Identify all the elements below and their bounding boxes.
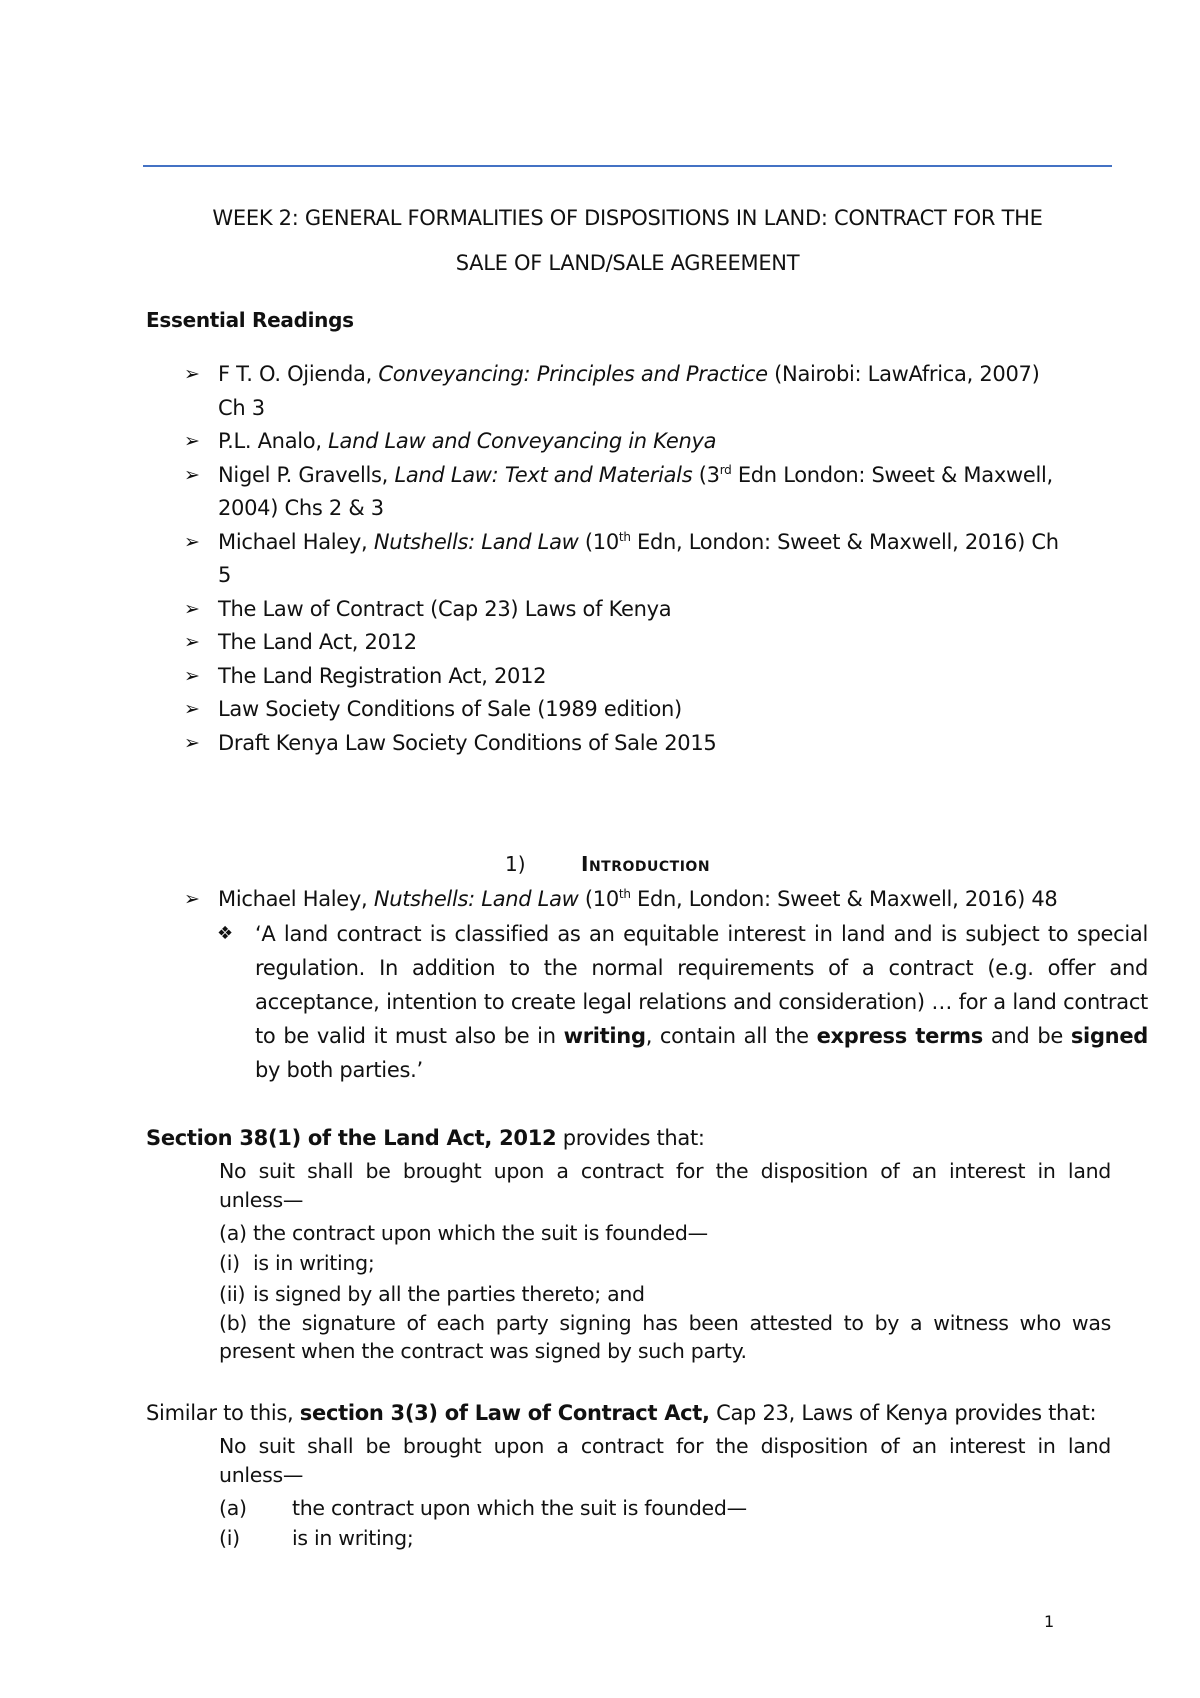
list-item: ➢ F T. O. Ojienda, Conveyancing: Principles and Practice (Nairobi: LawAfrica, 2007) Ch 3 <box>184 358 1114 425</box>
list-item: ➢ Draft Kenya Law Society Conditions of Sale 2015 <box>184 727 1114 761</box>
list-item: ➢ The Law of Contract (Cap 23) Laws of Kenya <box>184 593 1114 627</box>
haley-reference: ➢ Michael Haley, Nutshells: Land Law (10th Edn, London: Sweet & Maxwell, 2016) 48 <box>184 883 1148 916</box>
arrow-bullet-icon: ➢ <box>184 888 200 910</box>
arrow-bullet-icon: ➢ <box>184 463 200 486</box>
section-heading-introduction <box>505 852 710 876</box>
diamond-bullet-icon: ❖ <box>217 923 233 944</box>
section-3-text: No suit shall be brought upon a contract for the disposition of an interest in land unless— (a) the contract upon which the suit is founded— (i) is in writing; <box>219 1434 1111 1550</box>
title-line-1: WEEK 2: GENERAL FORMALITIES OF DISPOSITIONS IN LAND: CONTRACT FOR THE <box>212 206 1043 230</box>
arrow-bullet-icon: ➢ <box>184 731 200 754</box>
list-item: ➢ Law Society Conditions of Sale (1989 edition) <box>184 693 1114 727</box>
section-title: Introduction <box>581 852 711 876</box>
list-item: ➢ The Land Act, 2012 <box>184 626 1114 660</box>
page-number: 1 <box>1044 1612 1055 1631</box>
arrow-bullet-icon: ➢ <box>184 664 200 687</box>
arrow-bullet-icon: ➢ <box>184 530 200 553</box>
arrow-bullet-icon: ➢ <box>184 597 200 620</box>
section-38-intro: Section 38(1) of the Land Act, 2012 provides that: <box>146 1126 705 1150</box>
header-rule <box>143 165 1112 167</box>
section-3-intro: Similar to this, section 3(3) of Law of Contract Act, Cap 23, Laws of Kenya provides that: <box>146 1401 1097 1425</box>
arrow-bullet-icon: ➢ <box>184 631 200 653</box>
arrow-bullet-icon: ➢ <box>184 430 200 452</box>
section-38-text: No suit shall be brought upon a contract for the disposition of an interest in land unless— (a) the contract upon which the suit is founded— (i) is in writing; (ii) is signed by all the parties thereto; and (b) the signature of each party signing has been attested to by a witness who was present when the contract was signed by such party. <box>219 1159 1111 1363</box>
list-item: ➢ The Land Registration Act, 2012 <box>184 660 1114 694</box>
arrow-bullet-icon: ➢ <box>184 698 200 720</box>
essential-readings-heading: Essential Readings <box>146 308 354 332</box>
section-number: 1) <box>505 852 526 876</box>
title-line-2: SALE OF LAND/SALE AGREEMENT <box>455 251 800 275</box>
list-item: ➢ P.L. Analo, Land Law and Conveyancing in Kenya <box>184 425 1114 459</box>
arrow-bullet-icon: ➢ <box>184 363 200 385</box>
list-item: ➢ Michael Haley, Nutshells: Land Law (10th Edn, London: Sweet & Maxwell, 2016) Ch 5 <box>184 526 1114 593</box>
haley-quote: ❖ ‘A land contract is classified as an equitable interest in land and is subject to special regulation. In addition to the normal requirements of a contract (e.g. offer and acceptance, intention to create legal relations and consideration) … for a land contract to be valid it must also be in writing, contain all the express terms and be signed by both parties.’ <box>217 917 1148 1087</box>
readings-list <box>184 358 1114 760</box>
document-title <box>143 196 1112 286</box>
list-item: ➢ Nigel P. Gravells, Land Law: Text and Materials (3rd Edn London: Sweet & Maxwell, 2004) Chs 2 & 3 <box>184 459 1114 526</box>
